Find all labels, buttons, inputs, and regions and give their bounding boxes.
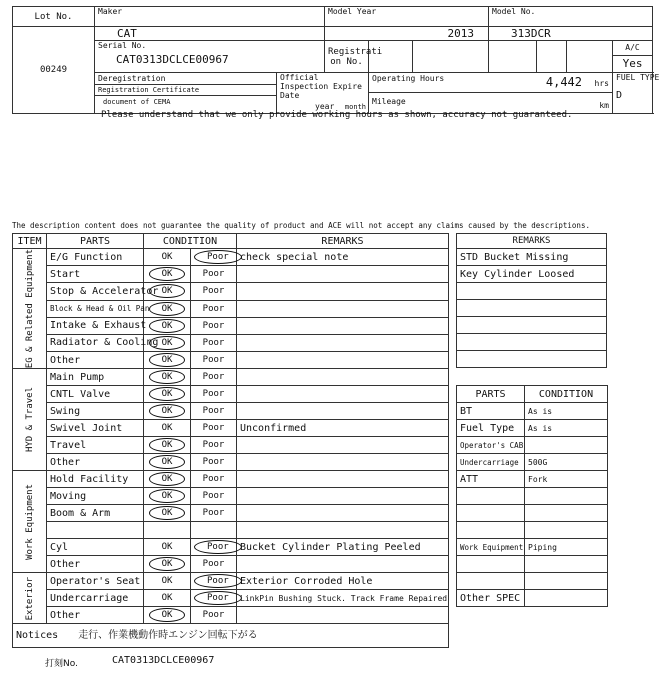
- table-row: [13, 352, 449, 369]
- remark-text: [237, 317, 449, 334]
- side-remarks-table: [456, 233, 607, 368]
- ok-mark: OK: [149, 455, 186, 469]
- part-name: Start: [47, 266, 144, 283]
- ok-mark: OK: [149, 267, 186, 281]
- table-row: [13, 249, 449, 266]
- remark-text: [237, 607, 449, 624]
- remark-text: [237, 403, 449, 420]
- part-name: Other: [47, 556, 144, 573]
- side-part-row: [457, 488, 608, 505]
- stamp-value: CAT0313DCLCE00967: [112, 655, 215, 666]
- op-hours-value: 4,442: [545, 75, 582, 89]
- op-hours-label: Operating Hours: [372, 74, 445, 83]
- side-part-condition: 500G: [525, 454, 608, 471]
- ok-mark: OK: [149, 506, 186, 520]
- table-row: [13, 454, 449, 471]
- ok-mark: OK: [161, 252, 173, 263]
- description-disclaimer: The description content does not guarantee the quality of product and ACE will not accept any claims caused by the descriptions.: [12, 221, 590, 230]
- side-remark-text: [457, 317, 607, 334]
- table-row: [13, 420, 449, 437]
- side-remark-row: [457, 351, 607, 368]
- side-part-condition: Fork: [525, 471, 608, 488]
- stamp-label: 打刻No.: [45, 659, 78, 669]
- side-part-name: Other SPEC: [457, 590, 525, 607]
- ok-mark: OK: [149, 284, 186, 298]
- part-name: CNTL Valve: [47, 386, 144, 403]
- side-part-row: [457, 420, 608, 437]
- ok-mark: OK: [161, 576, 173, 587]
- poor-mark: Poor: [202, 610, 225, 621]
- ok-mark: OK: [149, 302, 186, 316]
- table-row: [13, 317, 449, 334]
- side-part-condition: As is: [525, 420, 608, 437]
- poor-mark: Poor: [202, 406, 225, 417]
- remark-text: [237, 386, 449, 403]
- km-label: km: [599, 101, 609, 110]
- serial-value: CAT0313DCLCE00967: [116, 53, 229, 66]
- table-row: [13, 556, 449, 573]
- part-name: Swing: [47, 403, 144, 420]
- dereg-label: Deregistration: [95, 73, 276, 85]
- remark-text: check special note: [237, 249, 449, 266]
- part-name: Moving: [47, 488, 144, 505]
- part-name: Boom & Arm: [47, 505, 144, 522]
- poor-mark: Poor: [202, 457, 225, 468]
- condition-header: CONDITION: [144, 234, 237, 249]
- side-part-row: [457, 573, 608, 590]
- header-table: [12, 6, 659, 114]
- table-row: [13, 386, 449, 403]
- table-row: [13, 590, 449, 607]
- model-no-value: 313DCR: [489, 27, 653, 41]
- side-part-name: [457, 505, 525, 522]
- table-row: [13, 334, 449, 351]
- remarks-header: REMARKS: [237, 234, 449, 249]
- cema-label: document of CEMA: [103, 98, 171, 106]
- hrs-label: hrs: [594, 79, 609, 88]
- parts-header: PARTS: [47, 234, 144, 249]
- poor-mark: Poor: [202, 559, 225, 570]
- side-part-condition: [525, 505, 608, 522]
- registration-label: Registrati on No.: [325, 41, 369, 73]
- poor-mark: Poor: [194, 591, 242, 605]
- side-part-name: ATT: [457, 471, 525, 488]
- table-row: [13, 539, 449, 556]
- poor-mark: Poor: [202, 355, 225, 366]
- lot-label: Lot No.: [13, 7, 95, 27]
- side-part-condition: [525, 590, 608, 607]
- group-label: HYD & Travel: [24, 387, 35, 453]
- remark-text: [237, 556, 449, 573]
- remark-text: [237, 437, 449, 454]
- side-part-condition: Piping: [525, 539, 608, 556]
- part-name: Radiator & Cooling: [47, 334, 144, 351]
- group-label: Exterior: [24, 576, 35, 620]
- side-condition-header: CONDITION: [525, 386, 608, 403]
- side-part-condition: As is: [525, 403, 608, 420]
- side-remark-row: [457, 334, 607, 351]
- model-no-label: Model No.: [492, 7, 536, 16]
- table-row: [13, 437, 449, 454]
- side-part-name: [457, 573, 525, 590]
- remark-text: [237, 505, 449, 522]
- side-part-name: Operator's CAB: [457, 437, 525, 454]
- ok-mark: OK: [149, 370, 186, 384]
- ok-mark: OK: [149, 438, 186, 452]
- part-name: [47, 522, 144, 539]
- poor-mark: Poor: [202, 372, 225, 383]
- part-name: Undercarriage: [47, 590, 144, 607]
- poor-mark: Poor: [194, 540, 242, 554]
- reg-cert-label: Registration Certificate: [95, 85, 276, 96]
- table-row: [13, 488, 449, 505]
- item-header: ITEM: [13, 234, 47, 249]
- side-part-name: Work Equipment: [457, 539, 525, 556]
- side-part-row: [457, 590, 608, 607]
- part-name: Cyl: [47, 539, 144, 556]
- poor-mark: Poor: [194, 250, 242, 264]
- table-row: [13, 266, 449, 283]
- side-part-row: [457, 505, 608, 522]
- part-name: Intake & Exhaust: [47, 317, 144, 334]
- ok-mark: OK: [149, 472, 186, 486]
- side-remark-text: [457, 300, 607, 317]
- part-name: Swivel Joint: [47, 420, 144, 437]
- inspection-label: Official Inspection Expire Date: [280, 73, 362, 100]
- remark-text: [237, 300, 449, 317]
- side-part-name: Fuel Type: [457, 420, 525, 437]
- side-part-row: [457, 403, 608, 420]
- side-part-row: [457, 539, 608, 556]
- ok-mark: OK: [149, 489, 186, 503]
- side-remark-text: [457, 351, 607, 368]
- part-name: Travel: [47, 437, 144, 454]
- side-part-condition: [525, 488, 608, 505]
- table-row: [13, 369, 449, 386]
- remark-text: [237, 352, 449, 369]
- group-label: Work Equipment: [24, 483, 35, 560]
- side-part-name: BT: [457, 403, 525, 420]
- table-row: [13, 505, 449, 522]
- notices-text: 走行、作業機動作時エンジン回転下がる: [78, 630, 258, 642]
- poor-mark: Poor: [202, 508, 225, 519]
- ok-mark: OK: [149, 336, 186, 350]
- side-part-condition: [525, 522, 608, 539]
- maker-label: Maker: [98, 7, 123, 16]
- hours-disclaimer: Please understand that we only provide working hours as shown, accuracy not guaranteed.: [101, 110, 573, 120]
- side-remark-row: [457, 317, 607, 334]
- group-label: EG & Related Equipment: [24, 249, 35, 369]
- side-parts-header: PARTS: [457, 386, 525, 403]
- table-row: [13, 471, 449, 488]
- table-row: [13, 573, 449, 590]
- fuel-type-value: D: [616, 90, 623, 101]
- ok-mark: OK: [161, 593, 173, 604]
- side-remark-text: [457, 334, 607, 351]
- side-part-row: [457, 471, 608, 488]
- inspection-table: [12, 233, 449, 648]
- ok-mark: OK: [149, 387, 186, 401]
- poor-mark: Poor: [202, 286, 225, 297]
- poor-mark: Poor: [202, 423, 225, 434]
- side-remark-row: [457, 300, 607, 317]
- remark-text: [237, 369, 449, 386]
- poor-mark: Poor: [202, 320, 225, 331]
- poor-mark: Poor: [194, 574, 242, 588]
- remark-text: [237, 488, 449, 505]
- side-part-row: [457, 437, 608, 454]
- fuel-type-label: FUEL TYPE: [616, 73, 659, 82]
- poor-mark: Poor: [202, 440, 225, 451]
- part-name: Operator's Seat: [47, 573, 144, 590]
- side-part-condition: [525, 437, 608, 454]
- poor-mark: Poor: [202, 474, 225, 485]
- side-remarks-header: REMARKS: [457, 234, 607, 249]
- ok-mark: OK: [149, 319, 186, 333]
- remark-text: Unconfirmed: [237, 420, 449, 437]
- ok-mark: OK: [149, 404, 186, 418]
- remark-text: [237, 522, 449, 539]
- ok-mark: OK: [161, 542, 173, 553]
- poor-mark: Poor: [202, 269, 225, 280]
- part-name: Other: [47, 607, 144, 624]
- ac-value: Yes: [622, 57, 643, 70]
- side-part-name: Undercarriage: [457, 454, 525, 471]
- part-name: E/G Function: [47, 249, 144, 266]
- side-part-name: [457, 556, 525, 573]
- remark-text: [237, 283, 449, 300]
- poor-mark: Poor: [202, 389, 225, 400]
- part-name: Block & Head & Oil Pan: [47, 300, 144, 317]
- table-row: [13, 283, 449, 300]
- remark-text: [237, 266, 449, 283]
- table-row: [13, 403, 449, 420]
- side-part-row: [457, 522, 608, 539]
- side-remark-row: [457, 283, 607, 300]
- side-part-name: [457, 522, 525, 539]
- notices-label: Notices: [16, 630, 59, 642]
- ac-label: A/C: [613, 41, 652, 56]
- table-row: [13, 522, 449, 539]
- side-remark-row: [457, 266, 607, 283]
- poor-mark: Poor: [202, 337, 225, 348]
- poor-mark: Poor: [202, 491, 225, 502]
- ok-mark: OK: [149, 353, 186, 367]
- model-year-label: Model Year: [328, 7, 377, 16]
- side-remark-row: [457, 249, 607, 266]
- side-remark-text: Key Cylinder Loosed: [457, 266, 607, 283]
- lot-number: 00249: [13, 27, 95, 114]
- poor-mark: Poor: [202, 303, 225, 314]
- maker-value: CAT: [95, 27, 325, 41]
- month-label: month: [344, 103, 366, 111]
- ok-mark: OK: [161, 423, 173, 434]
- table-row: [13, 607, 449, 624]
- mileage-label: Mileage: [372, 97, 406, 106]
- side-part-condition: [525, 573, 608, 590]
- side-parts-table: [456, 385, 608, 607]
- side-remark-text: STD Bucket Missing: [457, 249, 607, 266]
- side-part-row: [457, 454, 608, 471]
- side-part-name: [457, 488, 525, 505]
- part-name: Stop & Accelerator: [47, 283, 144, 300]
- remark-text: [237, 471, 449, 488]
- remark-text: [237, 334, 449, 351]
- part-name: Main Pump: [47, 369, 144, 386]
- side-part-row: [457, 556, 608, 573]
- side-part-condition: [525, 556, 608, 573]
- part-name: Other: [47, 454, 144, 471]
- model-year-value: 2013: [325, 27, 489, 41]
- table-row: [13, 300, 449, 317]
- remark-text: Exterior Corroded Hole: [237, 573, 449, 590]
- ok-mark: OK: [149, 608, 186, 622]
- side-remark-text: [457, 283, 607, 300]
- ok-mark: OK: [149, 557, 186, 571]
- year-label: year: [315, 102, 335, 111]
- part-name: Hold Facility: [47, 471, 144, 488]
- remark-text: [237, 454, 449, 471]
- serial-label: Serial No.: [98, 41, 147, 50]
- remark-text: LinkPin Bushing Stuck. Track Frame Repaired: [237, 590, 449, 607]
- remark-text: Bucket Cylinder Plating Peeled: [237, 539, 449, 556]
- part-name: Other: [47, 352, 144, 369]
